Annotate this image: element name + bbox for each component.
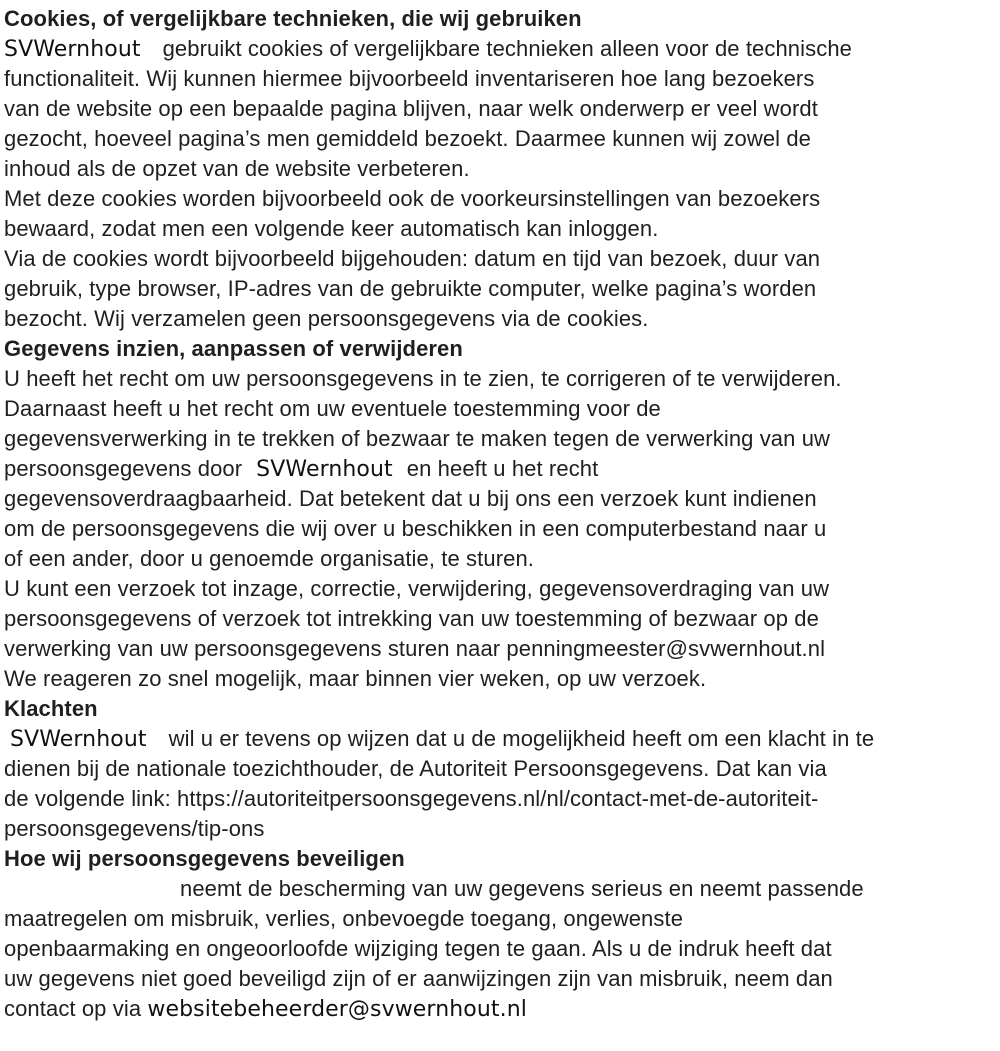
text-line: SVWernhout wil u er tevens op wijzen dat u de mogelijkheid heeft om een klacht in te	[4, 724, 994, 754]
heading-beveiligen: Hoe wij persoonsgegevens beveiligen	[4, 846, 405, 871]
org-name: SVWernhout	[256, 457, 393, 482]
text-line: dienen bij de nationale toezichthouder, de Autoriteit Persoonsgegevens. Dat kan via	[4, 756, 827, 781]
text-line: uw gegevens niet goed beveiligd zijn of er aanwijzingen zijn van misbruik, neem dan	[4, 966, 833, 991]
email-link[interactable]: websitebeheerder@svwernhout.nl	[147, 997, 527, 1022]
privacy-document	[4, 4, 994, 1024]
text-line: neemt de bescherming van uw gegevens serieus en neemt passende	[180, 876, 864, 901]
text-line: Via de cookies wordt bijvoorbeeld bijgehouden: datum en tijd van bezoek, duur van	[4, 246, 821, 271]
text-line: persoonsgegevens of verzoek tot intrekking van uw toestemming of bezwaar op de	[4, 606, 819, 631]
heading-klachten: Klachten	[4, 696, 98, 721]
text-line: openbaarmaking en ongeoorloofde wijziging tegen te gaan. Als u de indruk heeft dat	[4, 936, 832, 961]
text-line: Daarnaast heeft u het recht om uw eventuele toestemming voor de	[4, 396, 661, 421]
text-line: persoonsgegevens door SVWernhout en heeft u het recht	[4, 454, 994, 484]
text-line: gebruik, type browser, IP-adres van de gebruikte computer, welke pagina’s worden	[4, 276, 817, 301]
text-line: We reageren zo snel mogelijk, maar binnen vier weken, op uw verzoek.	[4, 666, 707, 691]
text-line: Met deze cookies worden bijvoorbeeld ook de voorkeursinstellingen van bezoekers	[4, 186, 821, 211]
text-line: gegevensverwerking in te trekken of bezwaar te maken tegen de verwerking van uw	[4, 426, 831, 451]
text-line: contact op via websitebeheerder@svwernhout.nl	[4, 996, 527, 1022]
text-line: van de website op een bepaalde pagina blijven, naar welk onderwerp er veel wordt	[4, 96, 818, 121]
text-line: SVWernhout gebruikt cookies of vergelijkbare technieken alleen voor de technische	[4, 34, 994, 64]
text-line: of een ander, door u genoemde organisatie, te sturen.	[4, 546, 535, 571]
text-line: functionaliteit. Wij kunnen hiermee bijvoorbeeld inventariseren hoe lang bezoekers	[4, 66, 815, 91]
heading-cookies: Cookies, of vergelijkbare technieken, die wij gebruiken	[4, 6, 582, 31]
org-name: SVWernhout	[4, 37, 141, 62]
text-line: gezocht, hoeveel pagina’s men gemiddeld bezoekt. Daarmee kunnen wij zowel de	[4, 126, 812, 151]
text-line: persoonsgegevens/tip-ons	[4, 816, 265, 841]
text-line: U kunt een verzoek tot inzage, correctie, verwijdering, gegevensoverdraging van uw	[4, 576, 830, 601]
text-line: verwerking van uw persoonsgegevens sturen naar penningmeester@svwernhout.nl	[4, 636, 826, 661]
text-line: om de persoonsgegevens die wij over u beschikken in een computerbestand naar u	[4, 516, 827, 541]
org-name: SVWernhout	[10, 727, 147, 752]
text-line: de volgende link: https://autoriteitpersoonsgegevens.nl/nl/contact-met-de-autoriteit-	[4, 786, 819, 811]
text-line: gegevensoverdraagbaarheid. Dat betekent dat u bij ons een verzoek kunt indienen	[4, 486, 817, 511]
text-line: maatregelen om misbruik, verlies, onbevoegde toegang, ongewenste	[4, 906, 684, 931]
heading-gegevens: Gegevens inzien, aanpassen of verwijderen	[4, 336, 463, 361]
text-line: bezocht. Wij verzamelen geen persoonsgegevens via de cookies.	[4, 306, 649, 331]
text-line: inhoud als de opzet van de website verbeteren.	[4, 156, 470, 181]
text-line: U heeft het recht om uw persoonsgegevens in te zien, te corrigeren of te verwijderen.	[4, 366, 842, 391]
text-line: bewaard, zodat men een volgende keer automatisch kan inloggen.	[4, 216, 659, 241]
